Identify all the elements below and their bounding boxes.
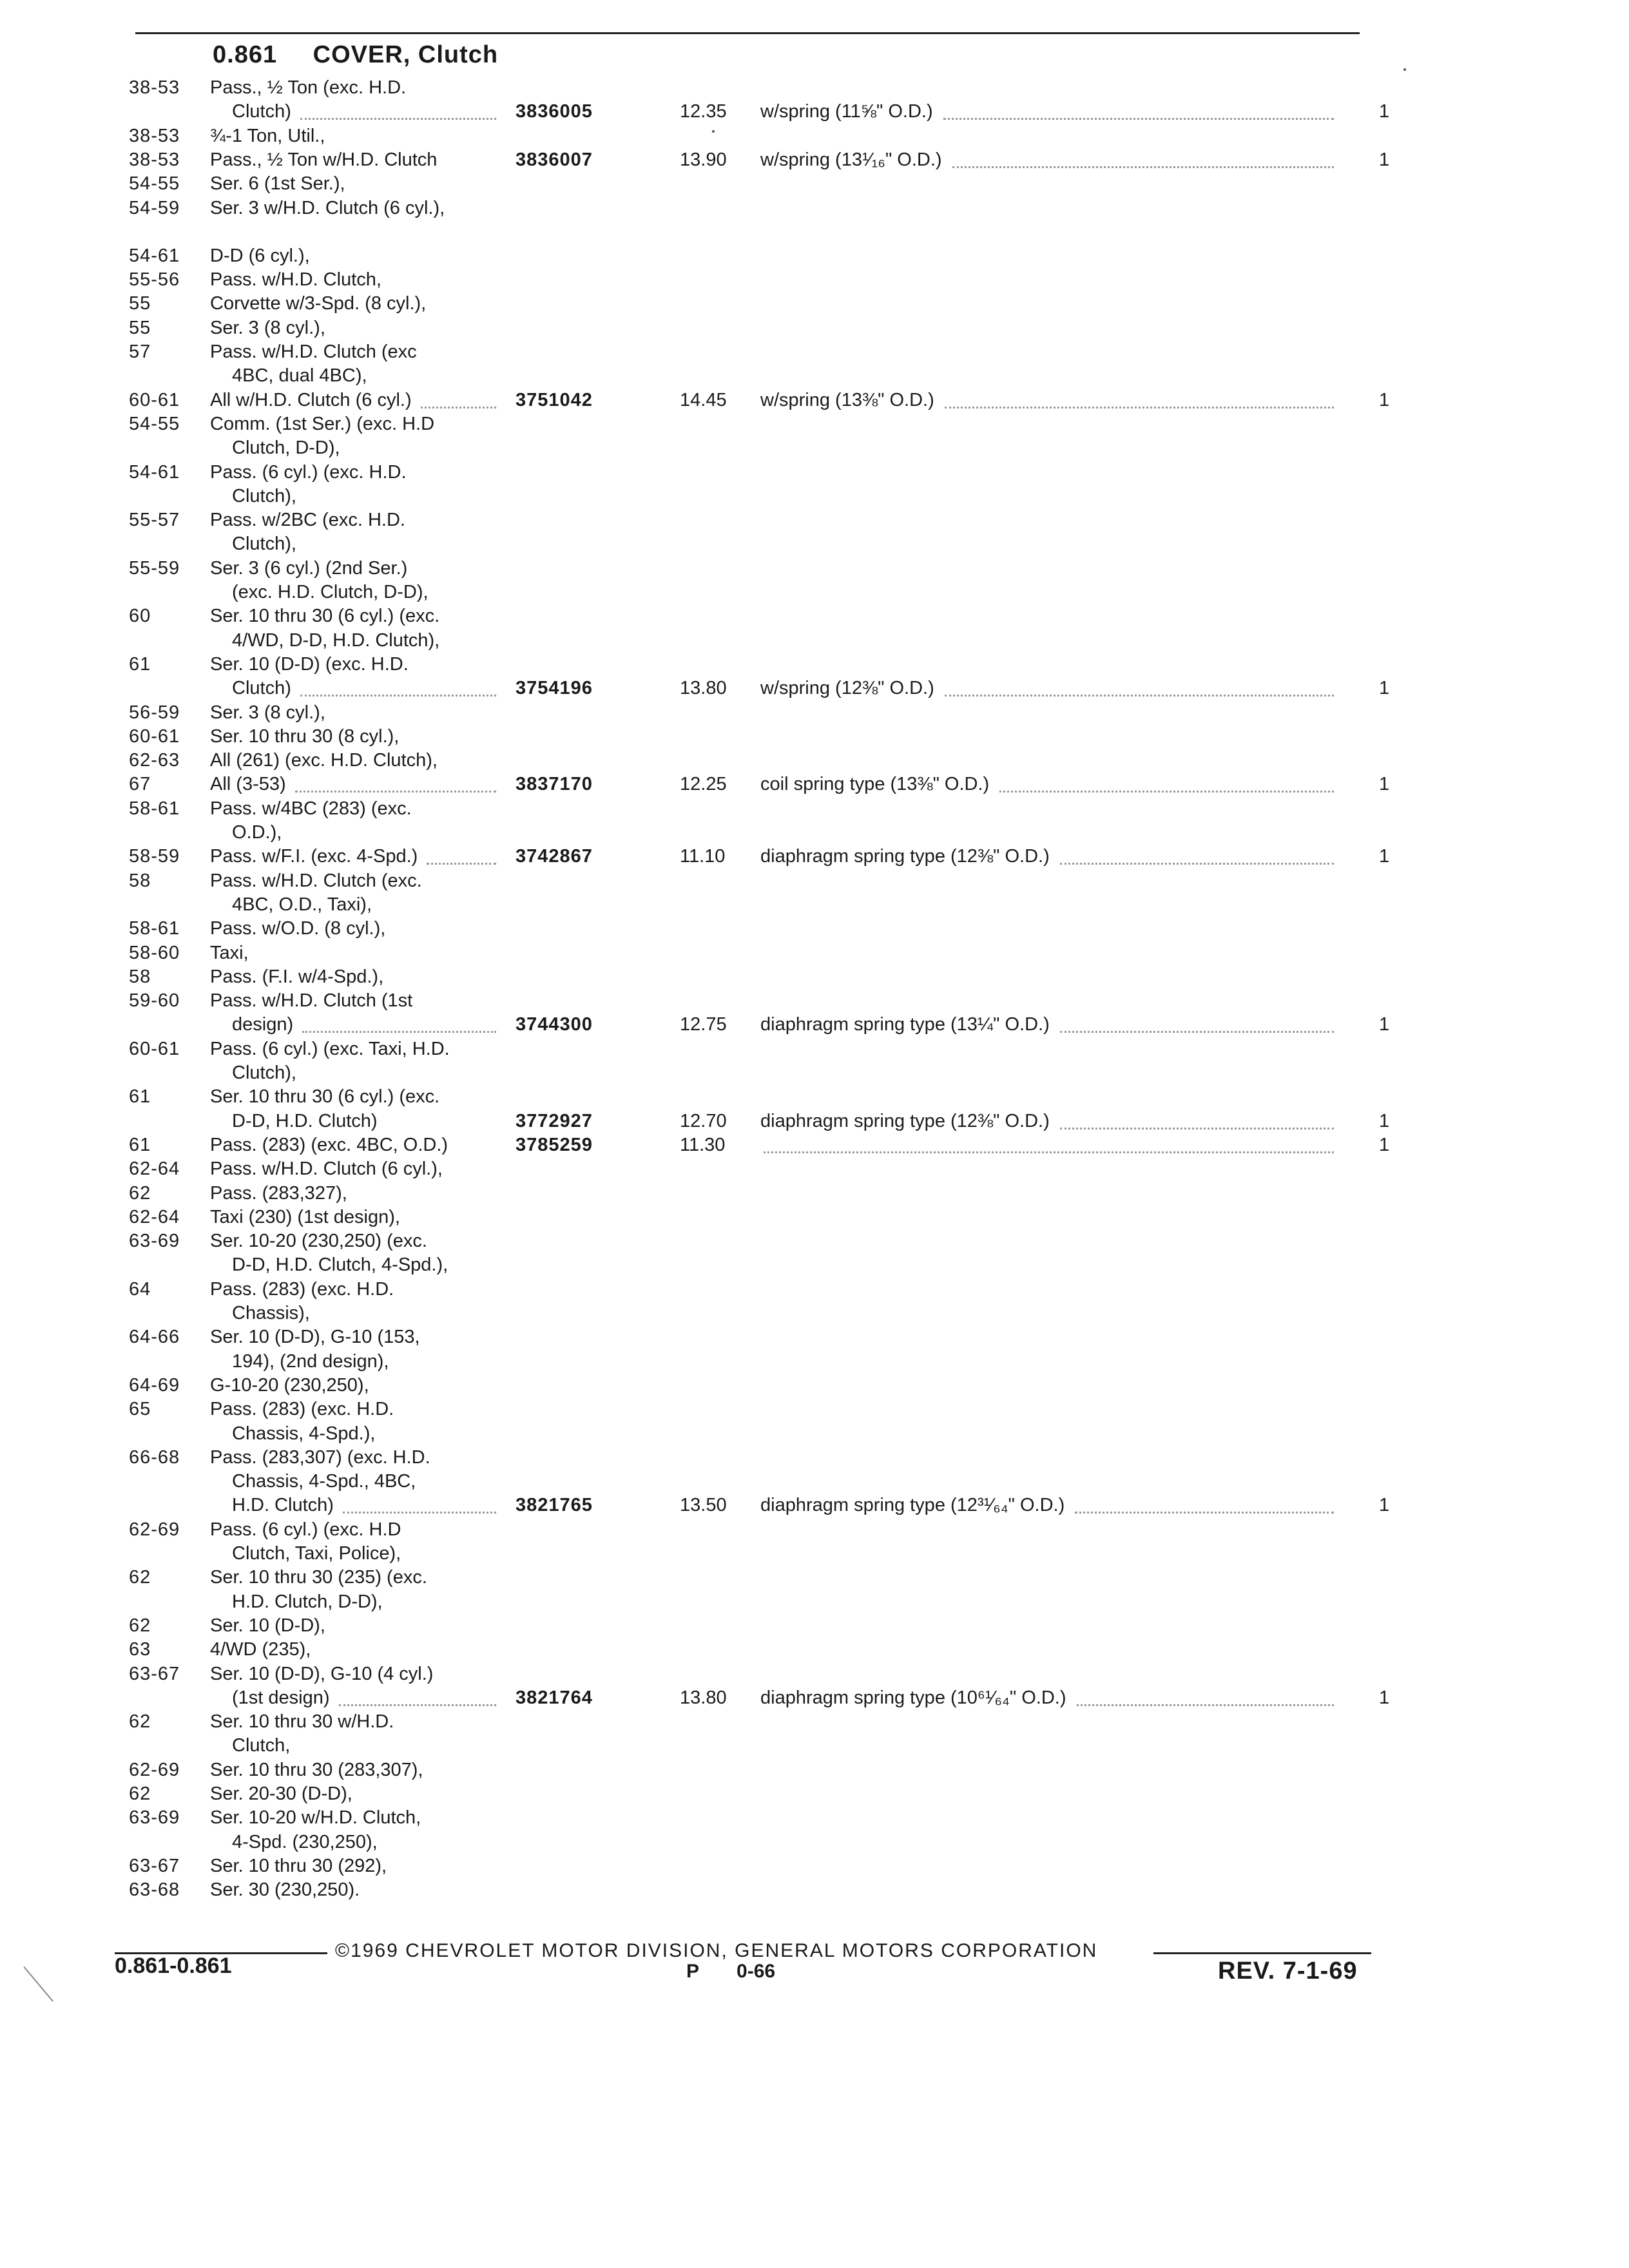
application-description: Comm. (1st Ser.) (exc. H.D [210, 413, 435, 434]
application-line [0, 1519, 1629, 1544]
quantity: 1 [1379, 1110, 1390, 1131]
application-description: D-D (6 cyl.), [210, 245, 310, 266]
application-line [0, 1375, 1629, 1399]
quantity: 1 [1379, 1014, 1390, 1035]
application-line [0, 1591, 1629, 1616]
dot-leader [421, 407, 496, 408]
application-description: Clutch), [232, 485, 296, 506]
application-line [0, 173, 1629, 198]
application-line [0, 870, 1629, 895]
application-description: ¾-1 Ton, Util., [210, 125, 325, 146]
application-line [0, 822, 1629, 847]
application-description: Clutch, D-D), [232, 437, 340, 459]
application-description: Ser. 3 w/H.D. Clutch (6 cyl.), [210, 197, 445, 218]
application-description: Pass. (6 cyl.) (exc. H.D [210, 1519, 401, 1540]
part-number: 3837170 [516, 774, 593, 795]
part-description: w/spring (13⅜" O.D.) [760, 389, 934, 410]
dot-leader [343, 1512, 496, 1514]
application-line [0, 126, 1629, 150]
model-years: 58-59 [129, 846, 180, 867]
part-number: 3821765 [516, 1495, 593, 1516]
application-description: Corvette w/3-Spd. (8 cyl.), [210, 293, 427, 314]
model-years: 57 [129, 341, 151, 362]
model-years: 64-69 [129, 1374, 180, 1396]
application-description: 4BC, dual 4BC), [232, 365, 367, 387]
application-description: G-10-20 (230,250), [210, 1374, 369, 1396]
quantity: 1 [1379, 1495, 1390, 1516]
application-line [0, 1327, 1629, 1351]
list-price: 11.10 [680, 846, 726, 867]
application-line [0, 533, 1629, 558]
part-description: diaphragm spring type (12⅜" O.D.) [760, 846, 1050, 867]
part-entry-row [0, 1014, 1629, 1039]
dot-leader [427, 863, 496, 865]
application-line [0, 1062, 1629, 1087]
model-years: 54-55 [129, 173, 180, 195]
model-years: 58 [129, 870, 151, 891]
application-description: Ser. 10 thru 30 w/H.D. [210, 1711, 394, 1733]
application-description: 4-Spd. (230,250), [232, 1831, 378, 1852]
application-description: Ser. 10 thru 30 (283,307), [210, 1759, 423, 1780]
model-years: 54-61 [129, 245, 180, 266]
scan-speck [1403, 68, 1406, 71]
part-description: coil spring type (13⅜" O.D.) [760, 774, 990, 795]
application-description: design) [232, 1014, 294, 1035]
model-years: 61 [129, 653, 151, 675]
scan-speck [712, 130, 715, 133]
application-line [0, 1879, 1629, 1904]
application-line [0, 966, 1629, 991]
application-line [0, 1711, 1629, 1736]
application-line [0, 798, 1629, 823]
application-description: Pass. (283) (exc. H.D. [210, 1278, 394, 1300]
list-price: 12.25 [680, 774, 727, 795]
application-description: Ser. 10-20 (230,250) (exc. [210, 1231, 427, 1252]
application-description: Clutch, Taxi, Police), [232, 1543, 401, 1564]
application-line [0, 1423, 1629, 1448]
application-line [0, 318, 1629, 342]
application-description: Ser. 10 (D-D), G-10 (4 cyl.) [210, 1663, 434, 1684]
model-years: 62-69 [129, 1759, 180, 1780]
application-description: Pass. (6 cyl.) (exc. H.D. [210, 461, 407, 483]
model-years: 63 [129, 1639, 151, 1660]
part-description: diaphragm spring type (12⅜" O.D.) [760, 1110, 1050, 1131]
model-years: 64 [129, 1278, 151, 1300]
application-description: All (3-53) [210, 774, 286, 795]
quantity: 1 [1379, 1134, 1390, 1155]
list-price: 11.30 [680, 1134, 726, 1155]
application-description: Ser. 3 (6 cyl.) (2nd Ser.) [210, 557, 408, 579]
application-line [0, 894, 1629, 919]
model-years: 59-60 [129, 990, 180, 1012]
dot-leader [764, 1151, 1334, 1153]
application-description: D-D, H.D. Clutch) [232, 1110, 378, 1131]
model-years: 62 [129, 1711, 151, 1733]
application-line [0, 1279, 1629, 1303]
model-years: 58 [129, 966, 151, 987]
model-years: 58-61 [129, 918, 180, 939]
model-years: 63-67 [129, 1855, 180, 1876]
model-years: 55 [129, 317, 151, 338]
part-entry-row [0, 1111, 1629, 1135]
dot-leader [999, 791, 1334, 793]
model-years: 62-69 [129, 1519, 180, 1540]
section-number: 0.861 [213, 41, 278, 68]
application-line [0, 702, 1629, 727]
application-description: Pass. (283,307) (exc. H.D. [210, 1446, 430, 1468]
quantity: 1 [1379, 774, 1390, 795]
model-years: 60-61 [129, 389, 180, 410]
model-years: 58-60 [129, 942, 180, 963]
application-description: Ser. 20-30 (D-D), [210, 1783, 352, 1804]
application-description: Clutch), [232, 533, 296, 555]
quantity: 1 [1379, 101, 1390, 122]
part-entry-row [0, 846, 1629, 870]
application-line [0, 1351, 1629, 1376]
application-description: 4/WD, D-D, H.D. Clutch), [232, 629, 440, 651]
part-entry-row [0, 678, 1629, 702]
part-entry-row [0, 1687, 1629, 1712]
model-years: 62-64 [129, 1158, 180, 1180]
dot-leader [943, 118, 1334, 120]
revision-date: REV. 7-1-69 [1218, 1957, 1358, 1984]
quantity: 1 [1379, 389, 1390, 410]
application-description: Pass. w/4BC (283) (exc. [210, 798, 412, 819]
dot-leader [1060, 863, 1334, 865]
application-description: (1st design) [232, 1687, 330, 1708]
application-description: Pass. (283) (exc. 4BC, O.D.) [210, 1134, 448, 1155]
part-number: 3836005 [516, 101, 593, 122]
application-line [0, 1807, 1629, 1832]
application-description: D-D, H.D. Clutch, 4-Spd.), [232, 1254, 448, 1276]
application-description: O.D.), [232, 822, 282, 843]
application-description: Pass. w/H.D. Clutch (6 cyl.), [210, 1158, 443, 1180]
application-line [0, 1039, 1629, 1063]
application-line [0, 245, 1629, 270]
part-entry-row [0, 1495, 1629, 1519]
top-rule [135, 32, 1360, 34]
list-price: 13.80 [680, 1687, 727, 1708]
model-years: 62 [129, 1182, 151, 1204]
part-number: 3744300 [516, 1014, 593, 1035]
list-price: 13.50 [680, 1495, 727, 1516]
part-number: 3836007 [516, 149, 593, 170]
dot-leader [300, 695, 496, 697]
application-description: H.D. Clutch) [232, 1495, 334, 1516]
model-years: 55-57 [129, 510, 180, 531]
application-line [0, 414, 1629, 438]
application-description: All (261) (exc. H.D. Clutch), [210, 750, 438, 771]
application-line [0, 510, 1629, 534]
application-line [0, 365, 1629, 390]
part-entry-row [0, 1135, 1629, 1159]
model-years: 54-55 [129, 413, 180, 434]
dot-leader [945, 695, 1334, 697]
scan-mark [23, 1966, 53, 2002]
application-description: Chassis), [232, 1303, 310, 1323]
application-description: Pass. w/H.D. Clutch (1st [210, 990, 413, 1012]
section-range: 0.861-0.861 [115, 1954, 232, 1978]
part-number: 3772927 [516, 1110, 593, 1131]
application-line [0, 1183, 1629, 1207]
application-description: Ser. 10 thru 30 (6 cyl.) (exc. [210, 1086, 440, 1108]
part-description: diaphragm spring type (12³¹⁄₆₄" O.D.) [760, 1495, 1065, 1516]
model-years: 61 [129, 1086, 151, 1108]
copyright-notice: ©1969 CHEVROLET MOTOR DIVISION, GENERAL MOTORS CORPORATION [335, 1940, 1098, 1961]
application-line [0, 1086, 1629, 1111]
section-title: COVER, Clutch [313, 41, 499, 68]
application-description: Pass. w/H.D. Clutch (exc [210, 341, 417, 362]
part-entry-row [0, 390, 1629, 414]
application-line [0, 1783, 1629, 1808]
list-price: 12.70 [680, 1110, 727, 1131]
part-description: w/spring (12⅜" O.D.) [760, 678, 934, 699]
application-line [0, 558, 1629, 582]
model-years: 55-59 [129, 557, 180, 579]
page-number [686, 1961, 775, 1983]
model-years: 38-53 [129, 77, 180, 98]
model-years: 62 [129, 1567, 151, 1588]
application-description: Pass. w/O.D. (8 cyl.), [210, 918, 386, 939]
application-description: Pass., ½ Ton w/H.D. Clutch [210, 149, 438, 170]
model-years: 54-61 [129, 461, 180, 483]
part-description: diaphragm spring type (13¼" O.D.) [760, 1014, 1050, 1035]
model-years: 62 [129, 1615, 151, 1636]
application-line [0, 462, 1629, 486]
application-line [0, 1303, 1629, 1327]
dot-leader [1075, 1512, 1334, 1514]
application-description: Clutch) [232, 101, 291, 122]
application-description: Chassis, 4-Spd.), [232, 1423, 376, 1444]
application-description: Pass. w/F.I. (exc. 4-Spd.) [210, 846, 418, 867]
dot-leader [945, 407, 1334, 408]
application-description: Ser. 10 (D-D), G-10 (153, [210, 1327, 420, 1348]
application-line [0, 726, 1629, 751]
application-description: Pass. (283,327), [210, 1182, 347, 1204]
part-number: 3821764 [516, 1687, 593, 1708]
application-line [0, 77, 1629, 102]
application-line [0, 1639, 1629, 1664]
part-number: 3751042 [516, 389, 593, 410]
part-entry-row [0, 101, 1629, 126]
dot-leader [339, 1704, 496, 1706]
page-number-value: 0-66 [737, 1961, 776, 1982]
application-description: Ser. 10 thru 30 (292), [210, 1855, 387, 1876]
model-years: 38-53 [129, 125, 180, 146]
model-years: 63-68 [129, 1879, 180, 1901]
model-years: 61 [129, 1134, 151, 1155]
part-number: 3742867 [516, 846, 593, 867]
application-line [0, 1254, 1629, 1279]
application-description: Ser. 10 thru 30 (235) (exc. [210, 1567, 427, 1588]
quantity: 1 [1379, 1687, 1390, 1708]
dot-leader [1060, 1031, 1334, 1033]
application-line [0, 341, 1629, 366]
dot-leader [302, 1031, 496, 1033]
model-years: 64-66 [129, 1327, 180, 1348]
application-description: Pass. w/H.D. Clutch (exc. [210, 870, 422, 891]
application-line [0, 1399, 1629, 1423]
application-description: Ser. 10 (D-D), [210, 1615, 325, 1636]
application-line [0, 1615, 1629, 1640]
application-description: Ser. 3 (8 cyl.), [210, 317, 325, 338]
model-years: 62-64 [129, 1206, 180, 1227]
application-description: Ser. 10 (D-D) (exc. H.D. [210, 653, 409, 675]
application-line [0, 1207, 1629, 1231]
application-description: Ser. 3 (8 cyl.), [210, 702, 325, 723]
model-years: 38-53 [129, 149, 180, 170]
model-years: 66-68 [129, 1446, 180, 1468]
application-description: Chassis, 4-Spd., 4BC, [232, 1471, 416, 1492]
model-years: 62-63 [129, 750, 180, 771]
application-description: Pass. (283) (exc. H.D. [210, 1399, 394, 1420]
list-price: 12.35 [680, 101, 727, 122]
application-line [0, 654, 1629, 678]
list-price: 14.45 [680, 389, 727, 410]
application-description: Ser. 30 (230,250). [210, 1879, 360, 1901]
quantity: 1 [1379, 149, 1390, 170]
model-years: 55-56 [129, 269, 180, 291]
model-years: 65 [129, 1399, 151, 1420]
application-line [0, 1664, 1629, 1688]
application-description: Pass. w/H.D. Clutch, [210, 269, 381, 291]
application-description: Ser. 10-20 w/H.D. Clutch, [210, 1807, 421, 1829]
application-line [0, 269, 1629, 294]
model-years: 63-69 [129, 1231, 180, 1252]
application-line [0, 1832, 1629, 1856]
footer-rule-right [1153, 1952, 1371, 1954]
model-years: 54-59 [129, 197, 180, 218]
application-description: Taxi (230) (1st design), [210, 1206, 400, 1227]
application-line [0, 750, 1629, 774]
application-line [0, 1543, 1629, 1568]
application-line [0, 1760, 1629, 1784]
application-description: Ser. 10 thru 30 (8 cyl.), [210, 726, 400, 747]
application-description: All w/H.D. Clutch (6 cyl.) [210, 389, 412, 410]
application-line [0, 1158, 1629, 1183]
model-years: 67 [129, 774, 151, 795]
application-line [0, 606, 1629, 630]
model-years: 58-61 [129, 798, 180, 819]
dot-leader [295, 791, 496, 793]
application-description: Clutch) [232, 678, 291, 699]
application-line [0, 1735, 1629, 1760]
application-line [0, 198, 1629, 222]
dot-leader [1060, 1128, 1334, 1129]
model-years: 62 [129, 1783, 151, 1804]
application-description: 194), (2nd design), [232, 1350, 389, 1372]
part-description: w/spring (13¹⁄₁₆" O.D.) [760, 149, 942, 170]
application-description: Taxi, [210, 942, 249, 963]
dot-leader [1077, 1704, 1334, 1706]
list-price: 13.90 [680, 149, 727, 170]
model-years: 60-61 [129, 1038, 180, 1059]
part-entry-row [0, 774, 1629, 798]
part-description: diaphragm spring type (10⁶¹⁄₆₄" O.D.) [760, 1687, 1066, 1708]
application-description: Pass. (6 cyl.) (exc. Taxi, H.D. [210, 1038, 450, 1059]
application-line [0, 1231, 1629, 1255]
application-description: Pass., ½ Ton (exc. H.D. [210, 77, 407, 98]
application-line [0, 486, 1629, 510]
application-line [0, 1471, 1629, 1495]
list-price: 13.80 [680, 678, 727, 699]
application-line [0, 582, 1629, 606]
application-description: Pass. w/2BC (exc. H.D. [210, 510, 405, 531]
application-line [0, 630, 1629, 655]
application-line [0, 1447, 1629, 1472]
application-description: H.D. Clutch, D-D), [232, 1591, 383, 1612]
model-years: 63-67 [129, 1663, 180, 1684]
part-description: w/spring (11⅝" O.D.) [760, 101, 933, 122]
application-line [0, 943, 1629, 967]
model-years: 63-69 [129, 1807, 180, 1829]
part-entry-row [0, 149, 1629, 174]
part-number: 3785259 [516, 1134, 593, 1155]
quantity: 1 [1379, 846, 1390, 867]
application-description: Clutch, [232, 1735, 291, 1756]
model-years: 60 [129, 606, 151, 627]
application-description: (exc. H.D. Clutch, D-D), [232, 582, 429, 602]
application-line [0, 990, 1629, 1015]
application-description: 4/WD (235), [210, 1639, 311, 1660]
page-label: P [686, 1961, 700, 1982]
application-line [0, 293, 1629, 318]
list-price: 12.75 [680, 1014, 727, 1035]
application-description: Ser. 6 (1st Ser.), [210, 173, 345, 195]
application-description: Ser. 10 thru 30 (6 cyl.) (exc. [210, 606, 440, 627]
model-years: 55 [129, 293, 151, 314]
application-line [0, 918, 1629, 943]
application-description: Pass. (F.I. w/4-Spd.), [210, 966, 384, 987]
application-line [0, 1856, 1629, 1880]
application-description: 4BC, O.D., Taxi), [232, 894, 372, 915]
section-heading [213, 41, 498, 69]
model-years: 56-59 [129, 702, 180, 723]
application-line [0, 1567, 1629, 1591]
part-number: 3754196 [516, 678, 593, 699]
quantity: 1 [1379, 678, 1390, 699]
dot-leader [300, 118, 496, 120]
application-line [0, 437, 1629, 462]
application-description: Clutch), [232, 1062, 296, 1083]
dot-leader [952, 166, 1334, 168]
model-years: 60-61 [129, 726, 180, 747]
